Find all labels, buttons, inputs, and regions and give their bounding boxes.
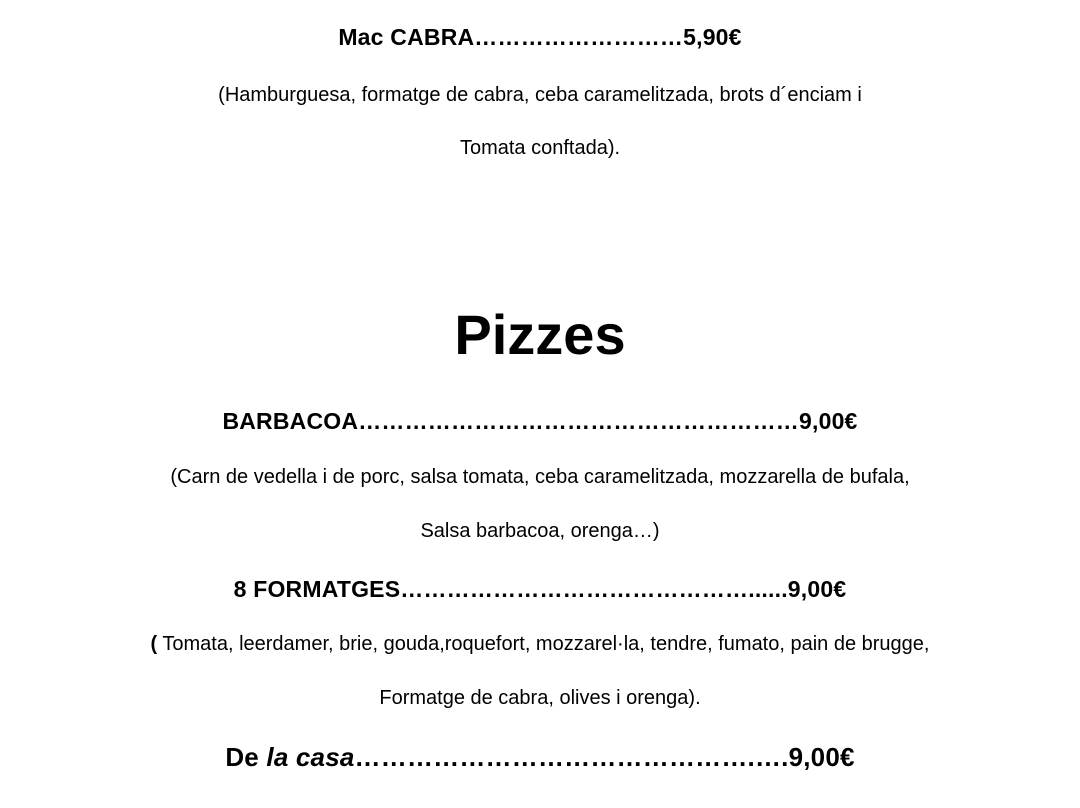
item-description-line-1: (Carn de vedella i de porc, salsa tomata, ceba caramelitzada, mozzarella de bufala,	[170, 466, 910, 488]
description-open-paren: (	[150, 633, 158, 655]
title-suffix: ……………………………………….….9,00€	[354, 742, 855, 772]
title-italic: la casa	[266, 742, 355, 772]
item-title-barbacoa: BARBACOA…………………………………………………9,00€	[222, 408, 858, 434]
section-heading-pizzes: Pizzes	[454, 303, 626, 366]
item-title-mac-cabra: Mac CABRA………………………5,90€	[338, 24, 742, 50]
item-description-line-1	[0, 633, 1080, 656]
title-prefix: De	[225, 742, 267, 772]
item-title-de-la-casa	[0, 742, 1080, 773]
item-description-line-2: Tomata conftada).	[459, 137, 621, 159]
item-description-line-1: (Hamburguesa, formatge de cabra, ceba caramelitzada, brots d´enciam i	[218, 84, 862, 106]
item-description-line-2: Formatge de cabra, olives i orenga).	[379, 687, 701, 709]
item-description-line-2: Salsa barbacoa, orenga…)	[420, 520, 660, 542]
item-title-8-formatges: 8 FORMATGES………………………………………......9,00€	[233, 576, 847, 602]
description-text: Tomata, leerdamer, brie, gouda,roquefort, mozzarel·la, tendre, fumato, pain de brugge,	[157, 633, 930, 655]
